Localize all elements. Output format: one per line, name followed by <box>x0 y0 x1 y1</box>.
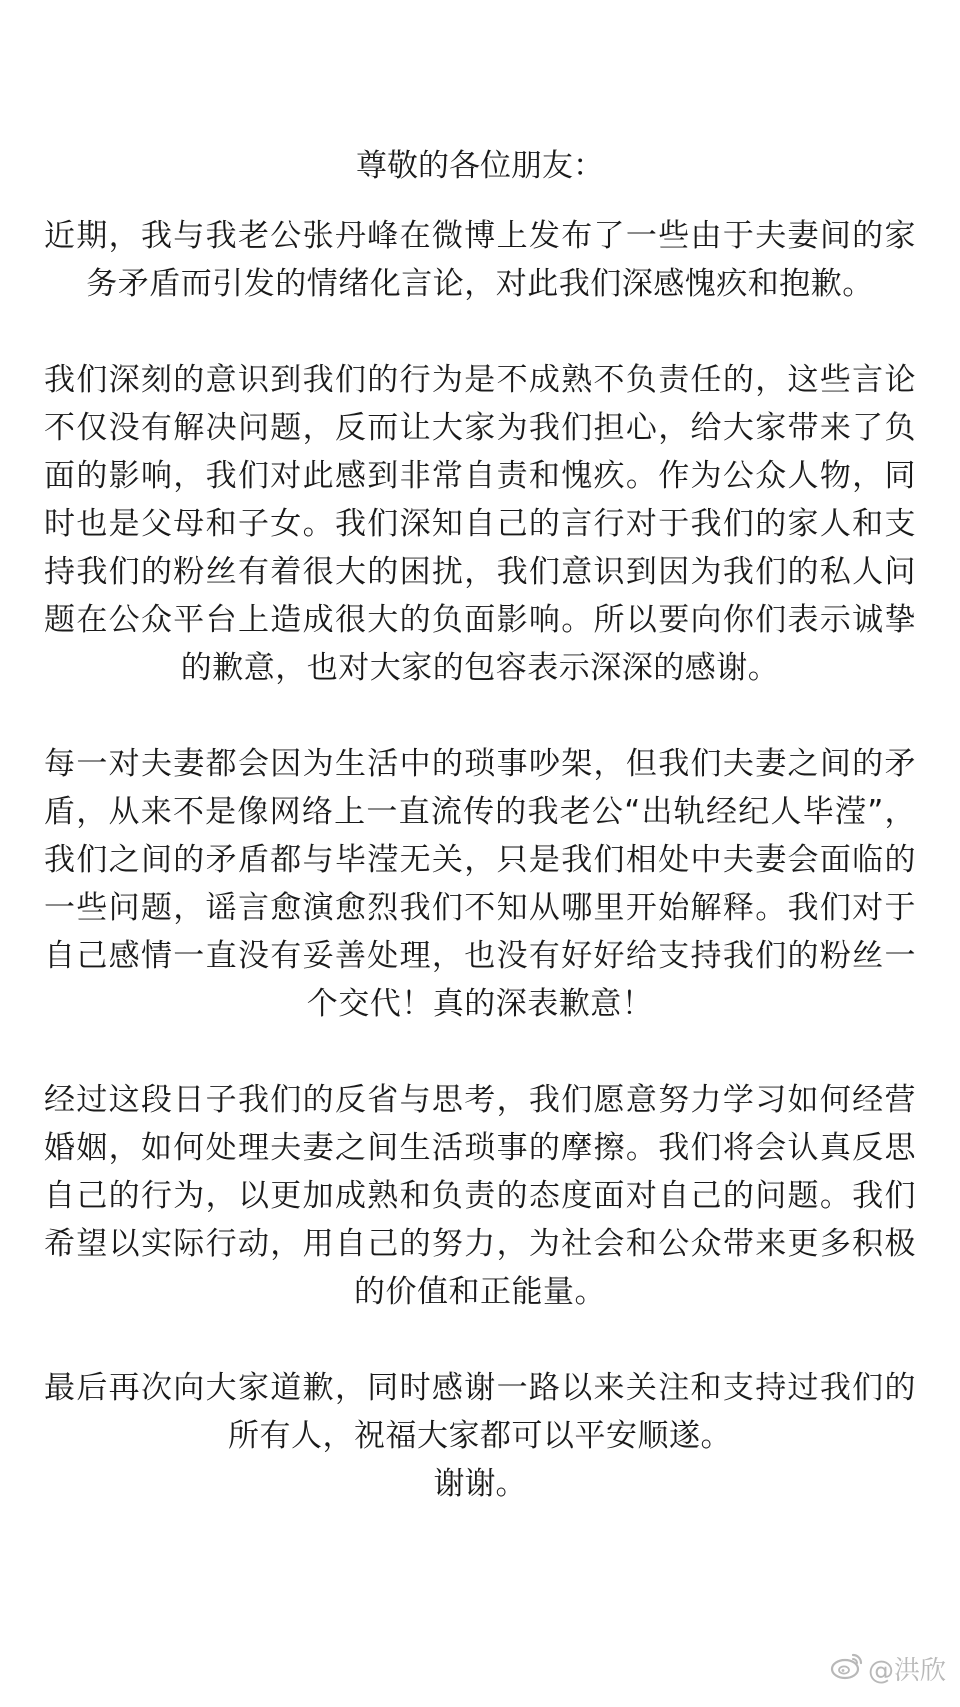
apology-letter <box>44 142 916 1508</box>
letter-closing: 谢谢。 <box>433 1466 527 1502</box>
letter-paragraph-5: 最后再次向大家道歉，同时感谢一路以来关注和支持过我们的所有人，祝福大家都可以平安顺遂。 <box>44 1370 916 1454</box>
letter-paragraph-2: 我们深刻的意识到我们的行为是不成熟不负责任的，这些言论不仅没有解决问题，反而让大家为我们担心，给大家带来了负面的影响，我们对此感到非常自责和愧疚。作为公众人物，同时也是父母和子女。我们深知自己的言行对于我们的家人和支持我们的粉丝有着很大的困扰，我们意识到因为我们的私人问题在公众平台上造成很大的负面影响。所以要向你们表示诚挚的歉意，也对大家的包容表示深深的感谢。 <box>44 362 916 686</box>
letter-greeting: 尊敬的各位朋友： <box>356 148 604 184</box>
weibo-watermark <box>830 1650 946 1687</box>
letter-paragraph-4: 经过这段日子我们的反省与思考，我们愿意努力学习如何经营婚姻，如何处理夫妻之间生活琐事的摩擦。我们将会认真反思自己的行为，以更加成熟和负责的态度面对自己的问题。我们希望以实际行动，用自己的努力，为社会和公众带来更多积极的价值和正能量。 <box>44 1082 916 1310</box>
weibo-handle: @洪欣 <box>867 1656 946 1686</box>
letter-paragraph-1: 近期，我与我老公张丹峰在微博上发布了一些由于夫妻间的家务矛盾而引发的情绪化言论，对此我们深感愧疚和抱歉。 <box>44 218 916 302</box>
letter-paragraph-3: 每一对夫妻都会因为生活中的琐事吵架，但我们夫妻之间的矛盾，从来不是像网络上一直流传的我老公“出轨经纪人毕滢”，我们之间的矛盾都与毕滢无关，只是我们相处中夫妻会面临的一些问题，谣言愈演愈烈我们不知从哪里开始解释。我们对于自己感情一直没有妥善处理，也没有好好给支持我们的粉丝一个交代！真的深表歉意！ <box>44 746 916 1022</box>
weibo-logo-icon <box>830 1650 864 1687</box>
